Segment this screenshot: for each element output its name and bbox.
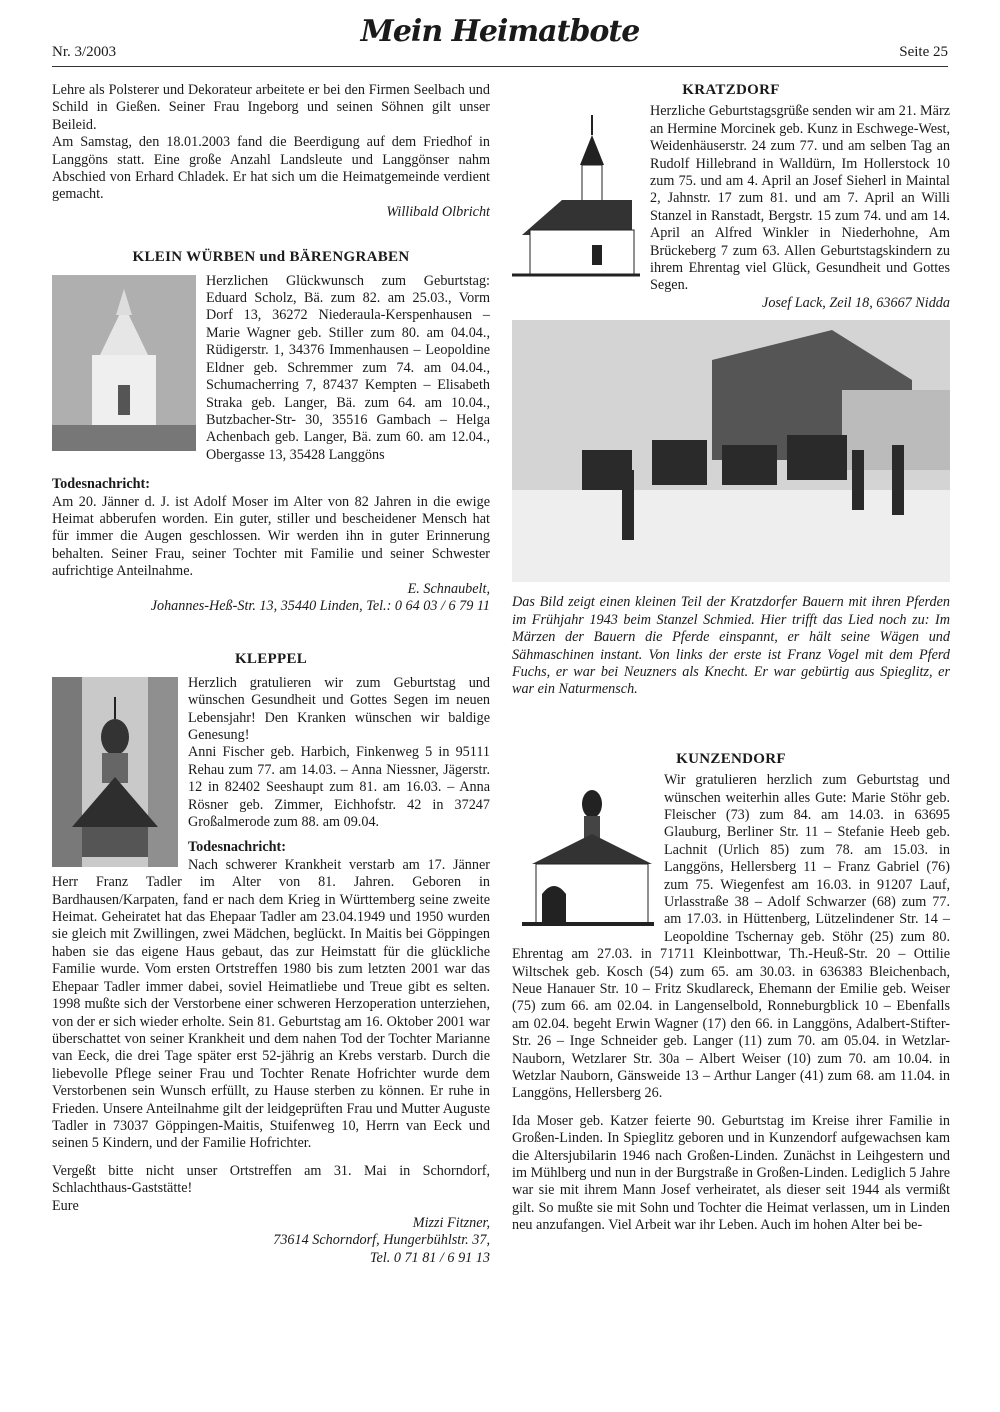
signature-fitzner-name: Mizzi Fitzner, xyxy=(412,1214,490,1231)
meeting-reminder: Vergeßt bitte nicht unser Ortstreffen am 31. Mai in Schorndorf, Schlachthaus-Gaststätte! xyxy=(52,1162,490,1197)
page-number: Seite 25 xyxy=(899,44,948,60)
signature-schnaubelt-name: E. Schnaubelt, xyxy=(407,580,490,597)
birthday-list-kratzdorf: Herzliche Geburtstagsgrüße senden wir am 21. März an Hermine Morcinek geb. Kunz in Eschwege-West, Weidenhäuserstr. 24 zum 77. und am selben Tag an Rudolf Hillebrand in Walldürn, Im Hollerstock 10 zum 75. und am 4. April an Josef Sieherl in Maintal 2, Jahnstr. 17 zum 81. und am 7. April an Willi Stanzel in Ranstadt, Bergstr. 15 zum 74. und am 14. April an Alfred Winkler in Niederhohne, Am Brückeberg 7 zum 63. Allen Geburtstagskindern zu ihrem Ehrentag viel Glück, Gesundheit und Gottes Segen. xyxy=(650,103,950,294)
death-notice-heading-kleppel: Todesnachricht: xyxy=(188,839,287,856)
death-notice-moser: Am 20. Jänner d. J. ist Adolf Moser im Alter von 82 Jahren in die ewige Heimat abberufen worden. Ein guter, stiller und bescheidener Mensch hat für immer die Augen geschlossen. Wir werden ihn in guter Erinnerung behalten. Seiner Frau, seiner Tochter mit Familie und seiner Schwester aufrichtige Anteilnahme. xyxy=(52,493,490,580)
church-drawing-kratzdorf xyxy=(512,105,640,281)
birthday-list-klein-wuerben: Herzlichen Glückwunsch zum Geburtstag: Eduard Scholz, Bä. zum 82. am 25.03., Vorm Dorf 13, 36272 Niederaula-Kerspenhausen – Marie Wagner geb. Stiller zum 80. am 04.04., Rüdigerstr. 1, 34376 Immenhausen – Leopoldine Eldner geb. Schremmer zum 74. am 04.04., Schumacherring 7, 87437 Kempten – Elisabeth Straka geb. Langer, Bä. zum 64. am 10.04., Butzbacher-Str- 30, 35516 Gambach – Helga Achenbach geb. Langer, Bä. zum 60. am 12.04., Obergasse 13, 35428 Langgöns xyxy=(206,272,490,463)
chapel-photo-klein-wuerben xyxy=(52,275,196,451)
photo-kratzdorf-farmers-horses xyxy=(512,320,950,582)
birthday-list-kunzendorf: Wir gratulieren herzlich zum Geburtstag und wünschen weiterhin alles Gute: Marie Stöhr geb. Fleischer (73) zum 84. am 14.03. in 63695 Glauburg, Berliner Str. 11 – Stefanie Heeb geb. Lachnit (Urlich 85) zum 78. am 15.03. in Langgöns, Hellersberg 11 – Franz Gabriel (76) zum 75. Wiegenfest am 16.03. in 91207 Lauf, Urlasstraße 38 – Adolf Schwarzer (68) zum 77. am 17.03. in Hüttenberg, Lützelindener Str. 14 – Leopoldine Tschernay geb. Stöhr (25) zum 80. Ehrentag am 27.03. in 71711 Kleinbottwar, Th.-Heuß-Str. 20 – Ottilie Wiltschek geb. Kosch (54) zum 65. am 30.03. in 636383 Bleichenbach, Neue Hanauer Str. 10 – Fritz Skudlareck, Ehemann der Emilie geb. Weiser (75) zum 66. am 02.04. in Langenselbold, Ronneburgblick 10 – Ebenfalls am 02.04. begeht Erwin Wagner (17) den 66. in Langgöns, Adalbert-Stifter-Str. 26 – Inge Schneider geb. Langer (11) zum 70. am 05.04. in Wetzlar-Nauborn, Wetzlarer Str. 30a – Albert Weiser (10) zum 70. am 10.04. in Wetzlar Nauborn, Gänsweide 13 – Arthur Langer (41) zum 68. am 11.04. in Langgöns, Hellersberg 26. xyxy=(512,772,950,1102)
section-title-kratzdorf: KRATZDORF xyxy=(682,82,780,98)
ida-moser-article: Ida Moser geb. Katzer feierte 90. Geburtstag im Kreise ihrer Familie in Großen-Linden. In Spieglitz geboren und in Kunzendorf aufgewachsen kam die Altersjubilarin 1946 nach Großen-Linden. Zunächst in Leihgestern und im Mühlberg und nun in der Burgstraße in Großen-Linden. Lediglich 5 Jahre war sie mit ihrem Mann Josef verheiratet, als dieser seit 1944 als vermißt gilt. So mußte sie mit Sohn und Tochter die Heimat verlassen, um in Linden neu anzufangen. Viel Arbeit war ihr Leben. Auch im hohen Alter bei be- xyxy=(512,1112,950,1234)
section-title-kunzendorf: KUNZENDORF xyxy=(676,750,786,767)
signature-schnaubelt-address: Johannes-Heß-Str. 13, 35440 Linden, Tel.: 0 64 03 / 6 79 11 xyxy=(150,597,490,614)
left-column xyxy=(52,82,490,1267)
header-rule xyxy=(52,66,948,67)
funeral-notice: Am Samstag, den 18.01.2003 fand die Beerdigung auf dem Friedhof in Langgöns statt. Eine große Anzahl Landsleute und Langgönser nahm Abschied von Erhard Chladek. Er hat sich um die Heimatgemeinde verdient gemacht. xyxy=(52,134,490,203)
signature-fitzner-phone: Tel. 0 71 81 / 6 91 13 xyxy=(369,1249,490,1266)
death-notice-tadler: Nach schwerer Krankheit verstarb am 17. Jänner Herr Franz Tadler im Alter von 81. Jahren. Geboren in Bardhausen/Karpaten, fand er nach dem Krieg in Württemberg seine zweite Heimat. Geheiratet hat das Ehepaar Tadler am 23.04.1949 und 1950 wurden sie gleich mit Zwillingen, zwei Mädchen, beglückt. In Maitis bei Göppingen haben sie das eigene Haus gebaut, das zur Heimstatt für die glückliche Familie wurde. Vom ersten Ortstreffen 1980 bis zum letzten 2001 war das Ehepaar Tadler immer dabei, soviel Heimatliebe und Treue gibt es selten. 1998 mußte sich der Verstorbene einer schweren Herzoperation unterziehen, von der er sich wieder erholte. Sein 81. Geburtstag am 16. Oktober 2001 war überschattet von seiner Krankheit und dem nahen Tod der Tochter Marianne van Eeck, die drei Tage später erst 52-jährig an Krebs verstarb. Durch die liebevolle Pflege seiner Frau und Tochter Renate Hofrichter wurde dem Verstorbenen sein Wunsch erfüllt, zu Hause sterben zu können. Er ruhe in Frieden. Unsere Anteilnahme gilt der leidgeprüften Frau und Mutter Auguste Tadler in 73037 Göppingen-Maitis, Stuifenweg 10, Herrn van Eeck und seinen 5 Kindern, und der Familie Hofrichter. xyxy=(52,856,490,1152)
kleppel-greeting: Herzlich gratulieren wir zum Geburtstag und wünschen Gesundheit und Gottes Segen im neuen Lebensjahr! Den Kranken wünschen wir baldige Genesung! xyxy=(188,674,490,743)
signature-olbricht: Willibald Olbricht xyxy=(386,203,490,220)
masthead-title: Mein Heimatbote xyxy=(360,14,640,49)
death-notice-heading: Todesnachricht: xyxy=(52,476,151,493)
chapel-photo-kleppel xyxy=(52,677,178,867)
obituary-continued: Lehre als Polsterer und Dekorateur arbeitete er bei den Firmen Seelbach und Schild in Gießen. Seiner Frau Ingeborg und seinen Söhnen gilt unser Beileid. xyxy=(52,82,490,133)
issue-number: Nr. 3/2003 xyxy=(52,44,117,60)
section-title-kleppel: KLEPPEL xyxy=(234,651,308,668)
photo-caption: Das Bild zeigt einen kleinen Teil der Kratzdorfer Bauern mit ihren Pferden im Frühjahr 1943 beim Stanzel Schmied. Hier trifft das Lied noch zu: Im Märzen der Bauern die Pferde einspannt, er hält seine Wägen und Sähmaschinen instant. Von links der erste ist Franz Vogel mit dem Pferd Fuchs, er war bei Neuzners als Knecht. Er war gebürtig aus Spieglitz, er war ein Naturmensch. xyxy=(512,594,950,698)
signature-fitzner-address: 73614 Schorndorf, Hungerbühlstr. 37, xyxy=(273,1232,490,1249)
signature-lack: Josef Lack, Zeil 18, 63667 Nidda xyxy=(762,294,950,311)
church-drawing-kunzendorf xyxy=(512,774,654,934)
section-title-klein-wuerben: KLEIN WÜRBEN und BÄRENGRABEN xyxy=(132,249,410,266)
birthday-list-kleppel: Anni Fischer geb. Harbich, Finkenweg 5 in 95111 Rehau zum 77. am 14.03. – Anna Niessner, Jägerstr. 12 in 82402 Seeshaupt zum 81. am 16.03. – Anna Rösner geb. Zimmer, Eichhofstr. 42 in 37247 Großalmerode zum 88. am 09.04. xyxy=(188,744,490,831)
right-column xyxy=(512,82,950,1235)
closing-eure: Eure xyxy=(52,1197,79,1214)
